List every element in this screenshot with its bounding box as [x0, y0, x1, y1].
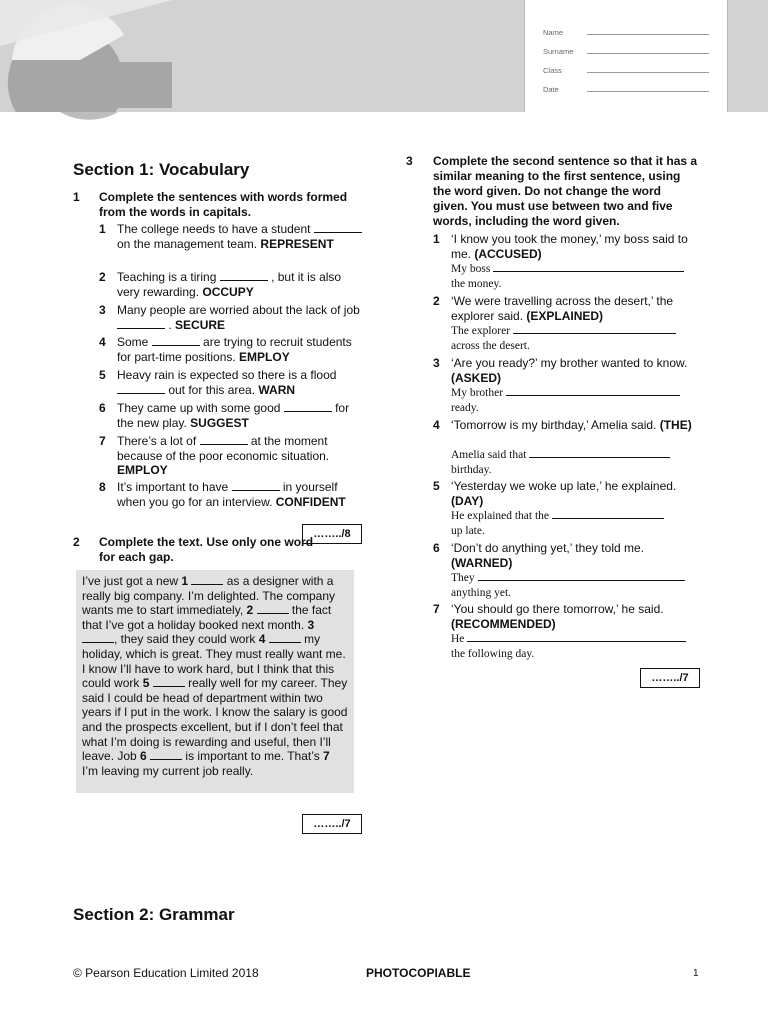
q3-item-keyword: (RECOMMENDED): [451, 616, 556, 631]
date-field[interactable]: [543, 85, 709, 94]
q1-item-number: 1: [99, 222, 106, 236]
q3-item-number: 3: [433, 356, 440, 370]
page-number: 1: [693, 968, 699, 979]
q1-item-text: Teaching is a tiring , but it is also very rewarding. OCCUPY: [117, 270, 342, 299]
answer-gap[interactable]: [82, 632, 114, 643]
answer-gap[interactable]: [232, 480, 280, 491]
answer-end: birthday.: [451, 464, 492, 476]
q3-item-answer: [451, 570, 703, 601]
student-info-box: [524, 0, 728, 112]
q3-items: [433, 232, 703, 662]
q1-item-keyword: SUGGEST: [190, 415, 249, 430]
q3-item-keyword: (ASKED): [451, 370, 501, 385]
answer-end: the money.: [451, 278, 502, 290]
gap-number: 2: [246, 603, 254, 618]
answer-gap[interactable]: [150, 749, 182, 760]
q3-item-answer: [451, 631, 703, 662]
answer-line[interactable]: [493, 261, 684, 272]
q1-item-text: There’s a lot of at the moment because of the poor economic situation. EMPLOY: [117, 434, 330, 477]
header-band-right: [726, 0, 768, 112]
q1-item-keyword: WARN: [258, 382, 296, 397]
q2-text-box: I’ve just got a new 1 as a designer with a really big company. I’m delighted. The company wants me to start immediately, 2 the fact that I’ve got a holiday booked next month. 3 , they said they could work 4 my holiday, which is great. They must really want me. I know I’ll have to work hard, but I think that this could work 5 really well for my career. They said I could be head of department within two years if I put in the work. I know the salary is good and the prospects excellent, but if I don’t feel that what I’m doing is rewarding and useful, then I’ll leave. Job 6 is important to me. That’s 7 I’m leaving my current job really.: [76, 570, 354, 793]
q1-item-text: Many people are worried about the lack of job . SECURE: [117, 303, 360, 332]
answer-gap[interactable]: [220, 270, 268, 281]
answer-gap[interactable]: [117, 318, 165, 329]
q3-item-keyword: (THE): [659, 418, 692, 432]
q3-item-number: 5: [433, 479, 440, 493]
gap-number: 6: [140, 749, 147, 764]
q3-item-quote: ‘I know you took the money,’ my boss said to me. (ACCUSED): [451, 232, 688, 261]
photocopiable-label: PHOTOCOPIABLE: [366, 966, 471, 980]
q1-item-number: 7: [99, 434, 106, 448]
q3-item-quote: ‘Don’t do anything yet,’ they told me. (WARNED): [451, 541, 644, 570]
q3-item-answer: [451, 447, 703, 478]
class-field[interactable]: [543, 66, 709, 75]
answer-gap[interactable]: [284, 401, 332, 412]
q1-item-keyword: OCCUPY: [202, 284, 254, 299]
gap-number: 3: [307, 617, 315, 632]
q1-item-text: Heavy rain is expected so there is a flood out for this area. WARN: [117, 368, 337, 397]
q1-item-keyword: CONFIDENT: [275, 494, 346, 509]
q3-item-answer: [451, 508, 703, 539]
answer-start: They: [451, 572, 478, 584]
q3-item-number: 4: [433, 418, 440, 432]
answer-start: He: [451, 633, 468, 645]
q1-item-keyword: EMPLOY: [239, 349, 290, 364]
q3-item-number: 1: [433, 232, 440, 246]
q3-item-number: 6: [433, 541, 440, 555]
answer-line[interactable]: [552, 508, 664, 519]
q1-item-number: 4: [99, 335, 106, 349]
name-field[interactable]: [543, 28, 709, 37]
surname-label: Surname: [543, 47, 574, 56]
answer-gap[interactable]: [257, 603, 289, 614]
date-label: Date: [543, 85, 559, 94]
class-label: Class: [543, 66, 562, 75]
q1-instruction: Complete the sentences with words formed from the words in capitals.: [99, 190, 348, 219]
q1-item-keyword: REPRESENT: [260, 236, 334, 251]
gap-number: 5: [142, 676, 150, 691]
q1-item-text: It’s important to have in yourself when you go for an interview. CONFIDENT: [117, 480, 346, 509]
copyright-text: © Pearson Education Limited 2018: [73, 966, 259, 980]
answer-line[interactable]: [467, 631, 686, 642]
q3-item-keyword: (ACCUSED): [474, 246, 542, 261]
q3-item-keyword: (WARNED): [451, 555, 513, 570]
q1-number: 1: [73, 190, 80, 204]
answer-end: anything yet.: [451, 587, 512, 599]
answer-end: ready.: [451, 402, 479, 414]
q3-item-quote: ‘Tomorrow is my birthday,’ Amelia said. (THE): [451, 418, 692, 432]
q1-item-number: 3: [99, 303, 106, 317]
q1-item-number: 8: [99, 480, 106, 494]
q1-item-text: Some are trying to recruit students for part-time positions. EMPLOY: [117, 335, 352, 364]
gap-number: 1: [181, 574, 189, 588]
q1-item-text: The college needs to have a student on the management team. REPRESENT: [117, 222, 362, 251]
q1-items: [99, 222, 364, 522]
answer-gap[interactable]: [152, 335, 200, 346]
q1-item-number: 5: [99, 368, 106, 382]
q3-item-quote: ‘We were travelling across the desert,’ the explorer said. (EXPLAINED): [451, 294, 674, 323]
answer-line[interactable]: [478, 570, 686, 581]
pearson-g-logo: [0, 0, 200, 140]
section1-title: Section 1: Vocabulary: [73, 160, 250, 179]
section2-title: Section 2: Grammar: [73, 905, 235, 924]
answer-gap[interactable]: [153, 676, 185, 687]
answer-end: the following day.: [451, 648, 535, 660]
gap-number: 7: [323, 749, 330, 764]
q3-item-answer: [451, 323, 703, 354]
q3-instruction: Complete the second sentence so that it has a similar meaning to the first sentence, using the word given. Do not change the word given. You must use between two and five words, including the word given.: [433, 154, 698, 228]
answer-end: across the desert.: [451, 340, 530, 352]
answer-start: Amelia said that: [451, 449, 530, 461]
q1-item-keyword: SECURE: [175, 317, 226, 332]
name-label: Name: [543, 28, 564, 37]
answer-start: The explorer: [451, 325, 513, 337]
q1-item-number: 6: [99, 401, 106, 415]
q3-score-box[interactable]: ……../7: [640, 668, 700, 688]
q3-item-quote: ‘Yesterday we woke up late,’ he explained. (DAY): [451, 479, 677, 508]
q3-number: 3: [406, 154, 413, 168]
q3-item-quote: ‘You should go there tomorrow,’ he said. (RECOMMENDED): [451, 602, 664, 631]
answer-line[interactable]: [513, 323, 676, 334]
surname-field[interactable]: [543, 47, 709, 56]
answer-start: He explained that the: [451, 510, 552, 522]
q3-item-answer: [451, 261, 703, 292]
q3-item-number: 2: [433, 294, 440, 308]
q3-item-keyword: (DAY): [451, 493, 484, 508]
q2-score-box[interactable]: ……../7: [302, 814, 362, 834]
q3-item-answer: [451, 385, 703, 416]
q2-instruction: Complete the text. Use only one word for each gap.: [99, 535, 314, 564]
gap-number: 4: [258, 632, 266, 647]
q3-item-quote: ‘Are you ready?’ my brother wanted to know. (ASKED): [451, 356, 688, 385]
answer-end: up late.: [451, 525, 485, 537]
answer-gap[interactable]: [314, 222, 362, 233]
answer-gap[interactable]: [200, 434, 248, 445]
q3-item-keyword: (EXPLAINED): [526, 308, 604, 323]
q1-item-keyword: EMPLOY: [117, 463, 168, 477]
q1-score-box[interactable]: ……../8: [302, 524, 362, 544]
answer-gap[interactable]: [117, 383, 165, 394]
q1-item-text: They came up with some good for the new play. SUGGEST: [117, 401, 350, 430]
answer-line[interactable]: [529, 447, 669, 458]
q1-item-number: 2: [99, 270, 106, 284]
q2-number: 2: [73, 535, 80, 549]
q3-item-number: 7: [433, 602, 440, 616]
answer-gap[interactable]: [269, 632, 301, 643]
answer-start: My boss: [451, 263, 494, 275]
answer-gap[interactable]: [191, 574, 223, 585]
answer-start: My brother: [451, 387, 506, 399]
answer-line[interactable]: [506, 385, 680, 396]
